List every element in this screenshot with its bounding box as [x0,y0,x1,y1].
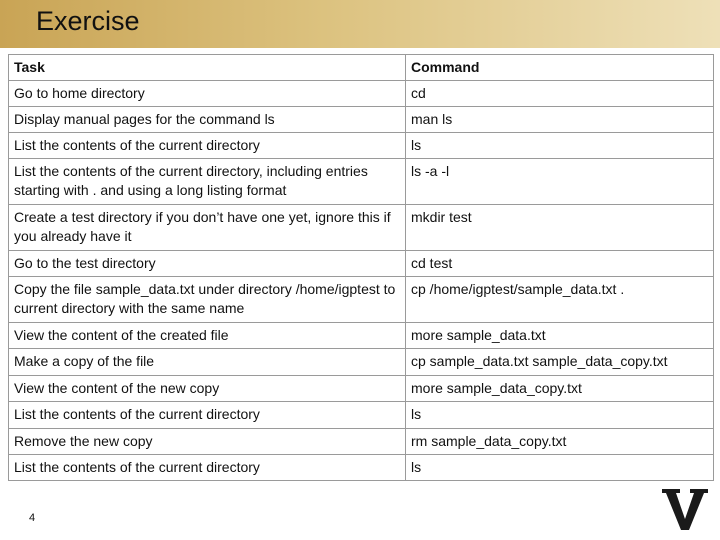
task-cell: View the content of the created file [9,323,406,349]
table-row [9,402,714,429]
page-number: 4 [29,512,36,524]
task-cell: Create a test directory if you don’t have one yet, ignore this if you already have it [9,205,406,251]
task-cell: Make a copy of the file [9,349,406,376]
task-cell: List the contents of the current directory [9,402,406,429]
table-row [9,107,714,133]
command-cell: rm sample_data_copy.txt [406,429,714,455]
task-cell: Copy the file sample_data.txt under directory /home/igptest to current directory with the same name [9,277,406,323]
table-row [9,251,714,277]
table-row [9,277,714,323]
slide-title: Exercise [36,6,140,36]
table-row [9,159,714,205]
task-cell: List the contents of the current directory, including entries starting with . and using a long listing format [9,159,406,205]
table-row [9,81,714,107]
task-cell: Go to home directory [9,81,406,107]
table-row [9,133,714,159]
table-row [9,376,714,402]
table-row [9,349,714,376]
table-row [9,205,714,251]
command-cell: more sample_data_copy.txt [406,376,714,402]
task-cell: Remove the new copy [9,429,406,455]
task-cell: Display manual pages for the command ls [9,107,406,133]
task-cell: Go to the test directory [9,251,406,277]
task-cell: List the contents of the current directory [9,133,406,159]
table-row [9,429,714,455]
table-header-row [9,55,714,81]
table-row [9,323,714,349]
command-cell: more sample_data.txt [406,323,714,349]
command-cell: ls -a -l [406,159,714,205]
command-cell: cp /home/igptest/sample_data.txt . [406,277,714,323]
table-row [9,455,714,481]
command-cell: cd [406,81,714,107]
title-bar [0,0,720,48]
command-cell: cp sample_data.txt sample_data_copy.txt [406,349,714,376]
header-command: Command [406,55,714,81]
command-cell: ls [406,133,714,159]
command-cell: man ls [406,107,714,133]
header-task: Task [9,55,406,81]
command-cell: ls [406,455,714,481]
command-cell: cd test [406,251,714,277]
task-cell: View the content of the new copy [9,376,406,402]
task-cell: List the contents of the current directory [9,455,406,481]
command-cell: ls [406,402,714,429]
exercise-table [8,54,714,481]
command-cell: mkdir test [406,205,714,251]
vanderbilt-v-logo-icon [660,486,710,532]
